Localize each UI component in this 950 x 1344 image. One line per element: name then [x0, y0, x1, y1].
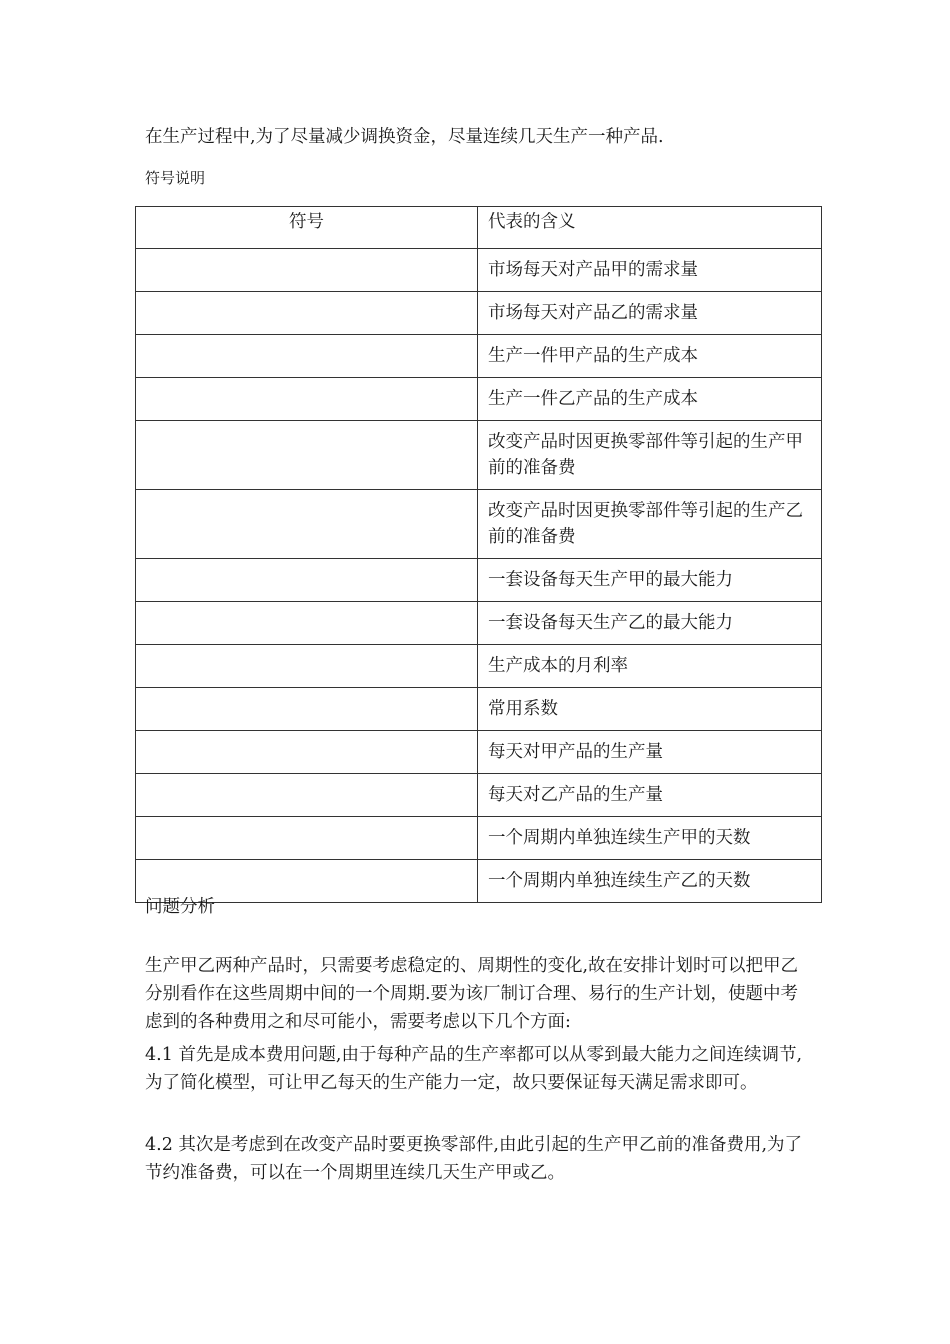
symbol-cell: [136, 490, 478, 559]
table-row: [136, 774, 822, 817]
meaning-cell: 市场每天对产品乙的需求量: [478, 292, 822, 335]
symbol-cell: [136, 292, 478, 335]
table-header-row: [136, 207, 822, 249]
meaning-cell: 生产一件甲产品的生产成本: [478, 335, 822, 378]
header-meaning: 代表的含义: [478, 207, 822, 249]
table-row: [136, 860, 822, 903]
meaning-cell: 每天对甲产品的生产量: [478, 731, 822, 774]
paragraph: 4.2 其次是考虑到在改变产品时要更换零部件,由此引起的生产甲乙前的准备费用,为了节约准备费，可以在一个周期里连续几天生产甲或乙。: [145, 1135, 803, 1183]
table-row: [136, 490, 822, 559]
symbol-cell: [136, 774, 478, 817]
meaning-cell: 一套设备每天生产乙的最大能力: [478, 602, 822, 645]
table-caption: 符号说明: [145, 169, 206, 187]
symbol-table: [135, 206, 822, 903]
symbol-cell: [136, 421, 478, 490]
section-title: 问题分析: [145, 897, 215, 917]
symbol-cell: [136, 559, 478, 602]
meaning-cell: 改变产品时因更换零部件等引起的生产乙前的准备费: [478, 490, 822, 559]
paragraph: 生产甲乙两种产品时，只需要考虑稳定的、周期性的变化,故在安排计划时可以把甲乙分别看作在这些周期中间的一个周期.要为该厂制订合理、易行的生产计划，使题中考虑到的各种费用之和尽可能小，需要考虑以下几个方面:: [145, 956, 799, 1032]
paragraph: 4.1 首先是成本费用问题,由于每种产品的生产率都可以从零到最大能力之间连续调节,为了简化模型，可让甲乙每天的生产能力一定，故只要保证每天满足需求即可。: [145, 1045, 803, 1093]
table-row: [136, 817, 822, 860]
meaning-cell: 一个周期内单独连续生产乙的天数: [478, 860, 822, 903]
meaning-cell: 市场每天对产品甲的需求量: [478, 249, 822, 292]
meaning-cell: 一套设备每天生产甲的最大能力: [478, 559, 822, 602]
table-row: [136, 421, 822, 490]
meaning-cell: 每天对乙产品的生产量: [478, 774, 822, 817]
symbol-cell: [136, 602, 478, 645]
meaning-cell: 一个周期内单独连续生产甲的天数: [478, 817, 822, 860]
table-row: [136, 602, 822, 645]
intro-text: 在生产过程中,为了尽量减少调换资金，尽量连续几天生产一种产品.: [145, 127, 664, 147]
symbol-cell: [136, 817, 478, 860]
table-row: [136, 335, 822, 378]
symbol-cell: [136, 688, 478, 731]
table-row: [136, 559, 822, 602]
symbol-cell: [136, 731, 478, 774]
table-row: [136, 688, 822, 731]
table-row: [136, 645, 822, 688]
table-row: [136, 292, 822, 335]
meaning-cell: 常用系数: [478, 688, 822, 731]
table-row: [136, 249, 822, 292]
symbol-cell: [136, 249, 478, 292]
meaning-cell: 生产一件乙产品的生产成本: [478, 378, 822, 421]
symbol-cell: [136, 645, 478, 688]
table-row: [136, 731, 822, 774]
meaning-cell: 改变产品时因更换零部件等引起的生产甲前的准备费: [478, 421, 822, 490]
symbol-cell: [136, 335, 478, 378]
symbol-cell: [136, 378, 478, 421]
meaning-cell: 生产成本的月利率: [478, 645, 822, 688]
header-symbol: 符号: [136, 207, 478, 249]
table-row: [136, 378, 822, 421]
